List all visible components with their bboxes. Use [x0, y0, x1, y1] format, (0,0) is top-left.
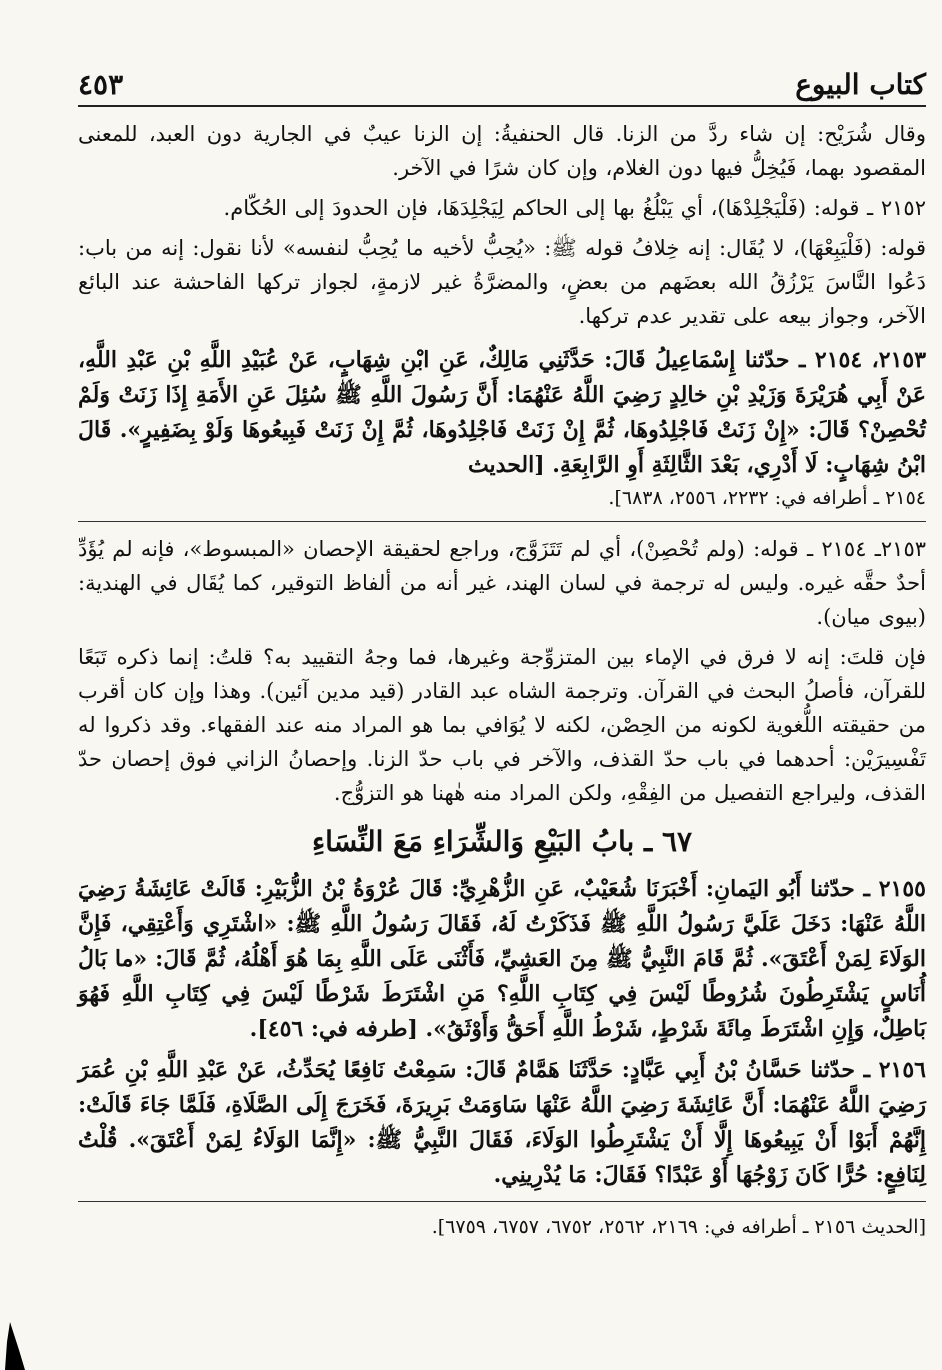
commentary-paragraph-2: ٢١٥٢ ـ قوله: (فَلْيَجْلِدْهَا)، أي يَبْلُغُ بها إلى الحاكم لِيَجْلِدَهَا، فإن الحدودَ إلى الحُكّام. — [223, 196, 926, 220]
hadith-2156-text: ٢١٥٦ ـ حدّثنا حَسَّانُ بْنُ أَبِي عَبَّادٍ: حَدَّثَنَا هَمَّامٌ قَالَ: سَمِعْتُ نَافِعًا يُحَدِّثُ، عَنْ عَبْدِ اللَّهِ بْنِ عُمَرَ رَضِيَ اللَّهُ عَنْهُمَا: أَنَّ عَائِشَةَ رَضِيَ اللَّهُ عَنْهَا سَاوَمَتْ بَرِيرَةَ، فَخَرَجَ إِلَى الصَّلَاةِ، فَلَمَّا جَاءَ قَالَتْ: إِنَّهُمْ أَبَوْا أَنْ يَبِيعُوهَا إِلَّا أَنْ يَشْتَرِطُوا الوَلَاءَ، فَقَالَ النَّبِيُّ ﷺ: «إِنَّمَا الوَلَاءُ لِمَنْ أَعْتَقَ». قُلْتُ لِنَافِعٍ: حُرًّا كَانَ زَوْجُهَا أَوْ عَبْدًا؟ فَقَالَ: مَا يُدْرِينِي. — [78, 1057, 926, 1188]
page-title: كتاب البيوع — [795, 68, 926, 101]
commentary-paragraph-1: وقال شُرَيْح: إن شاء ردَّ من الزنا. قال الحنفيةُ: إن الزنا عيبٌ في الجارية دون العبد، للمعنى المقصود بهما، فَيُخِلُّ فيها دون الغلام، وإن كان شرًا في الآخر. — [78, 122, 926, 180]
hadith-2153-reference: ٢١٥٤ ـ أطرافه في: ٢٢٣٢، ٢٥٥٦، ٦٨٣٨]. — [608, 487, 926, 509]
hadith-2153-text: ٢١٥٣، ٢١٥٤ ـ حدّثنا إِسْمَاعِيلُ قَالَ: حَدَّثَنِي مَالِكٌ، عَنِ ابْنِ شِهَابٍ، عَنْ عُبَيْدِ اللَّهِ بْنِ عَبْدِ اللَّهِ، عَنْ أَبِي هُرَيْرَةَ وَزَيْدِ بْنِ خالِدٍ رَضِيَ اللَّهُ عَنْهُمَا: أَنَّ رَسُولَ اللَّهِ ﷺ سُئِلَ عَنِ الأَمَةِ إِذَا زَنَتْ وَلَمْ تُحْصِنْ؟ قَالَ: «إِنْ زَنَتْ فَاجْلِدُوهَا، ثُمَّ إِنْ زَنَتْ فَاجْلِدُوهَا، ثُمَّ إِنْ زَنَتْ فَبِيعُوهَا وَلَوْ بِضَفِيرٍ». قَالَ ابْنُ شِهَابٍ: لَا أَدْرِي، بَعْدَ الثَّالِثَةِ أَوِ الرَّابِعَةِ. [الحديث — [78, 347, 927, 478]
commentary-2153-paragraph-2: فإن قلتَ: إنه لا فرق في الإماء بين المتزوِّجة وغيرها، فما وجهُ التقييد به؟ قلتُ: إنما ذكره تَبَعًا للقرآن، فأصلُ البحث في القرآن. وترجمة الشاه عبد القادر (قيد مدين آئين). وهذا وإن كان أقرب من حقيقته اللُّغوية لكونه من الحِصْن، لكنه لا يُوَافي بما هو المراد منه عند الفقهاء. وقد ذكروا له تَفْسِيرَيْن: أحدهما في باب حدّ القذف، والآخر في باب حدّ الزنا. وإحصانُ الزاني فوق إحصان حدّ القذف، وليراجع التفصيل من الفِقْهِ، ولكن المراد منه هٰهنا هو التزوُّج. — [78, 645, 926, 805]
hadith-2155-text: ٢١٥٥ ـ حدّثنا أَبُو اليَمانِ: أَخْبَرَنَا شُعَيْبٌ، عَنِ الزُّهْرِيِّ: قَالَ عُرْوَةُ بْنُ الزُّبَيْرِ: قَالَتْ عَائِشَةُ رَضِيَ اللَّهُ عَنْهَا: دَخَلَ عَلَيَّ رَسُولُ اللَّهِ ﷺ فَذَكَرْتُ لَهُ، فَقَالَ رَسُولُ اللَّهِ ﷺ: «اشْتَرِي وَأَعْتِقِي، فَإِنَّ الوَلَاءَ لِمَنْ أَعْتَقَ». ثُمَّ قَامَ النَّبِيُّ ﷺ مِنَ العَشِيِّ، فَأَثْنَى عَلَى اللَّهِ بِمَا هُوَ أَهْلُهُ، ثُمَّ قَالَ: «ما بَالُ أُنَاسٍ يَشْتَرِطُونَ شُرُوطًا لَيْسَ فِي كِتَابِ اللَّهِ؟ مَنِ اشْتَرَطَ شَرْطًا لَيْسَ فِي كِتَابِ اللَّهِ فَهُوَ بَاطِلٌ، وَإِنِ اشْتَرَطَ مِائَةَ شَرْطٍ، شَرْطُ اللَّهِ أَحَقُّ وَأَوْثَقُ». [طرفه في: ٤٥٦]. — [78, 876, 926, 1042]
commentary-paragraph-3: قوله: (فَلْيَبِعْهَا)، لا يُقَال: إنه خِلافُ قوله ﷺ: «يُحِبُّ لأخيه ما يُحِبُّ لنفسه» لأنا نقول: إنه من باب: دَعُوا النَّاسَ يَرْزُقُ الله بعضَهم من بعضٍ، والمضرَّةُ غير لازمةٍ، لجواز تركها الفاحشة عند البائع الآخر، وجواز بيعه على تقدير عدم تركها. — [78, 236, 926, 328]
book-page — [78, 54, 926, 1334]
section-divider-1 — [78, 521, 926, 522]
running-header — [78, 54, 926, 99]
commentary-2153-paragraph-1: ٢١٥٣ـ ٢١٥٤ ـ قوله: (ولم تُحْصِنْ)، أي لم تَتَزَوَّج، وراجع لحقيقة الإحصان «المبسوط»، فإنه لم يُؤَدِّ أحدٌ حقَّه غيره. وليس له ترجمة في لسان الهند، غير أنه من ألفاظ التوقير، كما يُقَال في الهندية: (بيوى ميان). — [78, 537, 927, 629]
hadith-2156-reference: [الحديث ٢١٥٦ ـ أطرافه في: ٢١٦٩، ٢٥٦٢، ٦٧٥٢، ٦٧٥٧، ٦٧٥٩]. — [431, 1216, 926, 1238]
page-corner-mark — [5, 1322, 25, 1370]
page-number: ٤٥٣ — [78, 68, 124, 101]
section-divider-2 — [78, 1201, 926, 1202]
chapter-heading: ٦٧ ـ بابُ البَيْعِ وَالشِّرَاءِ مَعَ النِّسَاءِ — [311, 825, 693, 858]
header-rule — [78, 105, 926, 107]
